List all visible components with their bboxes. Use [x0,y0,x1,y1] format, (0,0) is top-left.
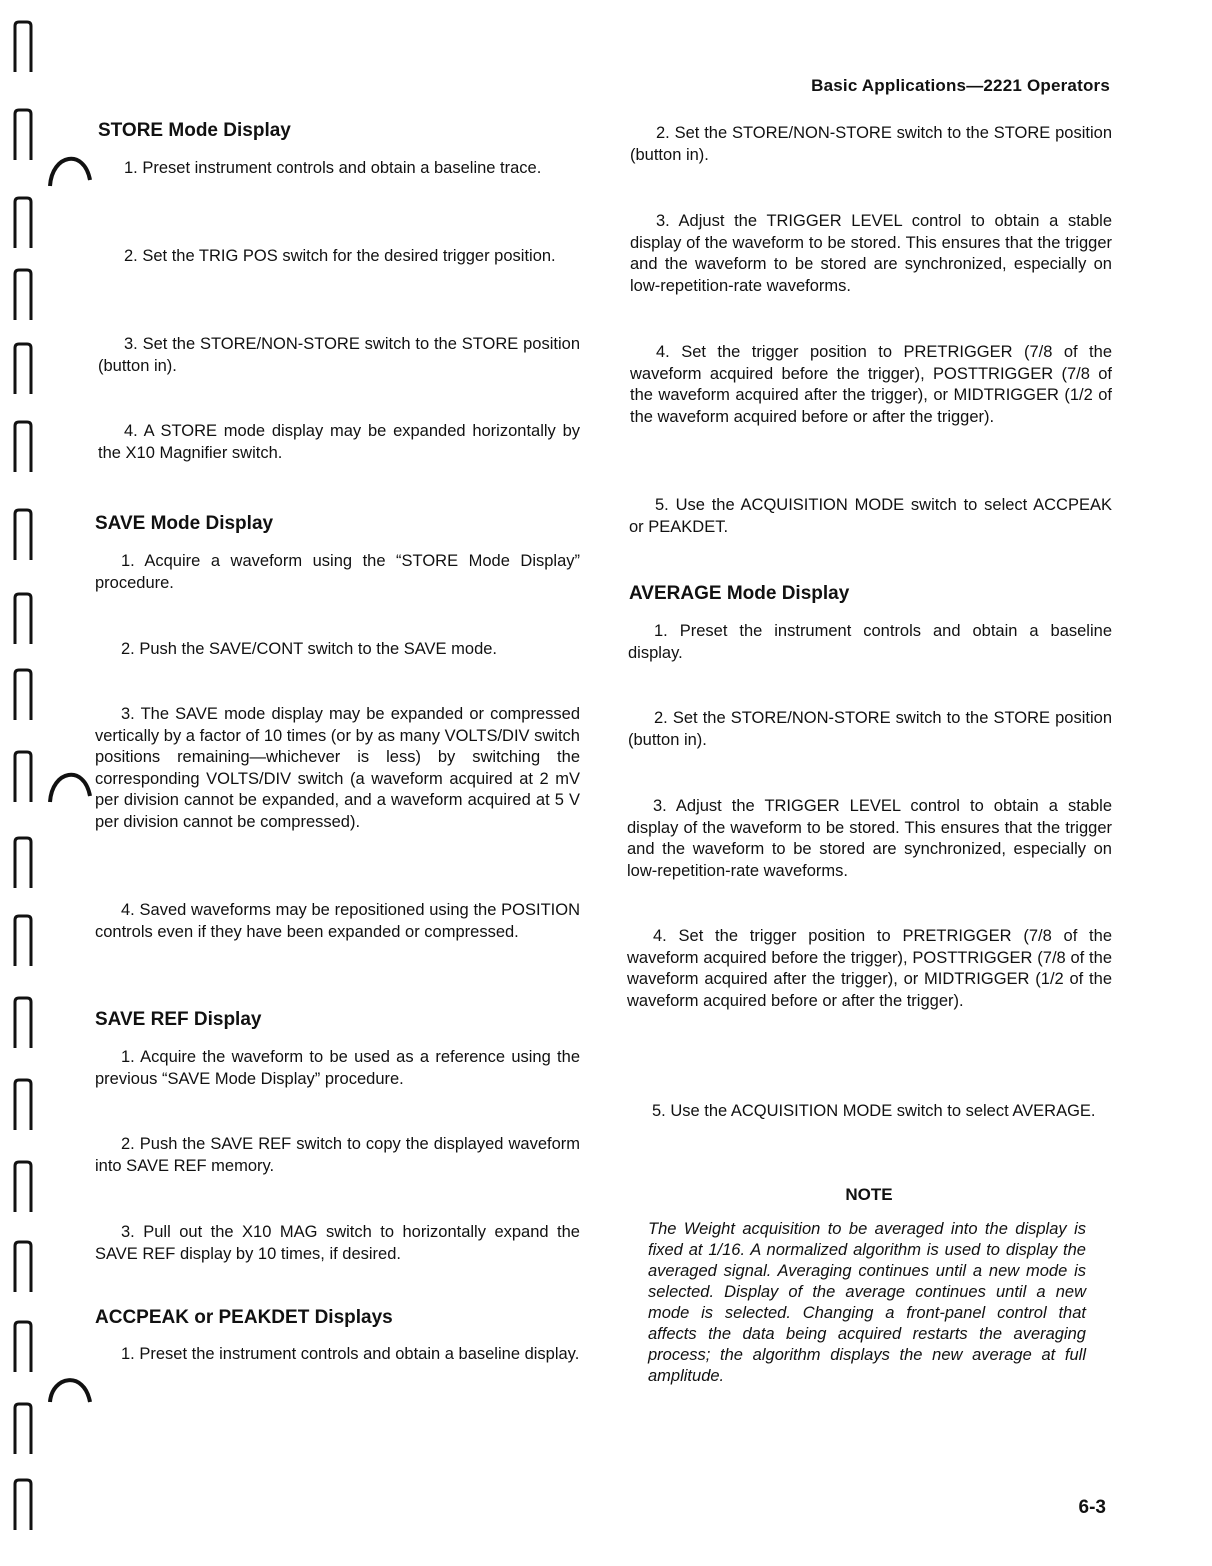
store-mode-heading: STORE Mode Display [98,120,291,141]
save-step-4: 4. Saved waveforms may be repositioned using the POSITION controls even if they have been expanded or compressed. [95,901,580,941]
accpeak-step-2: 2. Set the STORE/NON-STORE switch to the STORE position (button in). [630,124,1112,164]
binder-ring-mark [12,1402,34,1456]
binder-ring-mark [12,1478,34,1532]
save-mode-heading: SAVE Mode Display [95,513,274,534]
page-number: 6-3 [1078,1497,1106,1518]
binder-edge [8,0,48,1566]
binder-ring-mark [12,196,34,250]
binder-ring-mark [12,592,34,646]
binder-ring-mark [12,914,34,968]
running-head: Basic Applications—2221 Operators [811,76,1110,95]
save-ref-step-1: 1. Acquire the waveform to be used as a reference using the previous “SAVE Mode Display” procedure. [95,1048,580,1088]
note-body: The Weight acquisition to be averaged into the display is fixed at 1/16. A normalized algorithm is used to display the averaged signal. Averaging continues until a new mode is selected. Display of the average continues until a new mode is selected. Changing a front-panel control that affects the data being acquired restarts the averaging process; the algorithm displays the new average at full amplitude. [648,1220,1086,1385]
binder-ring-mark [12,1320,34,1374]
binder-ring-mark [12,342,34,396]
average-step-3: 3. Adjust the TRIGGER LEVEL control to obtain a stable display of the waveform to be stored. This ensures that the trigger and the waveform to be stored are synchronized, especially on low-repetition-rate waveforms. [627,797,1112,880]
punch-hole-mark-top [46,140,96,196]
binder-ring-mark [12,996,34,1050]
binder-ring-mark [12,668,34,722]
save-step-1: 1. Acquire a waveform using the “STORE Mode Display” procedure. [95,552,580,592]
accpeak-step-5: 5. Use the ACQUISITION MODE switch to select ACCPEAK or PEAKDET. [629,496,1112,536]
accpeak-step-1: 1. Preset the instrument controls and obtain a baseline display. [121,1345,580,1363]
binder-ring-mark [12,20,34,74]
note-title: NOTE [845,1185,893,1204]
average-step-4: 4. Set the trigger position to PRETRIGGER (7/8 of the waveform acquired before the trigger), POSTTRIGGER (7/8 of the waveform acquired after the trigger), or MIDTRIGGER (1/2 of the waveform acquired before or after the trigger). [627,927,1112,1010]
binder-ring-mark [12,420,34,474]
average-mode-heading: AVERAGE Mode Display [629,583,850,604]
average-step-2: 2. Set the STORE/NON-STORE switch to the STORE position (button in). [628,709,1112,749]
binder-ring-mark [12,268,34,322]
binder-ring-mark [12,1160,34,1214]
binder-ring-mark [12,1240,34,1294]
store-step-3: 3. Set the STORE/NON-STORE switch to the STORE position (button in). [98,335,580,375]
save-ref-step-3: 3. Pull out the X10 MAG switch to horizontally expand the SAVE REF display by 10 times, if desired. [95,1223,580,1263]
punch-hole-mark-bottom [46,1362,96,1418]
binder-ring-mark [12,836,34,890]
save-ref-heading: SAVE REF Display [95,1009,262,1030]
save-step-2: 2. Push the SAVE/CONT switch to the SAVE mode. [121,640,498,658]
punch-hole-mark-middle [46,756,96,812]
save-step-3: 3. The SAVE mode display may be expanded or compressed vertically by a factor of 10 times (or by as many VOLTS/DIV switch positions remaining—whichever is less) by switching the corresponding VOLTS/DIV switch (a waveform acquired at 2 mV per division cannot be expanded, and a waveform acquired at 5 V per division cannot be compressed). [95,705,580,831]
store-step-2: 2. Set the TRIG POS switch for the desired trigger position. [124,247,556,265]
binder-ring-mark [12,508,34,562]
binder-ring-mark [12,1078,34,1132]
average-step-1: 1. Preset the instrument controls and obtain a baseline display. [628,622,1112,662]
store-step-4: 4. A STORE mode display may be expanded horizontally by the X10 Magnifier switch. [98,422,580,462]
store-step-1: 1. Preset instrument controls and obtain a baseline trace. [124,159,542,177]
save-ref-step-2: 2. Push the SAVE REF switch to copy the displayed waveform into SAVE REF memory. [95,1135,580,1175]
accpeak-step-4: 4. Set the trigger position to PRETRIGGER (7/8 of the waveform acquired before the trigger), POSTTRIGGER (7/8 of the waveform acquired after the trigger), or MIDTRIGGER (1/2 of the waveform acquired before or after the trigger). [630,343,1112,426]
accpeak-step-3: 3. Adjust the TRIGGER LEVEL control to obtain a stable display of the waveform to be stored. This ensures that the trigger and the waveform to be stored are synchronized, especially on low-repetition-rate waveforms. [630,212,1112,295]
binder-ring-mark [12,750,34,804]
average-step-5: 5. Use the ACQUISITION MODE switch to select AVERAGE. [652,1102,1096,1120]
accpeak-heading: ACCPEAK or PEAKDET Displays [95,1307,393,1328]
binder-ring-mark [12,108,34,162]
